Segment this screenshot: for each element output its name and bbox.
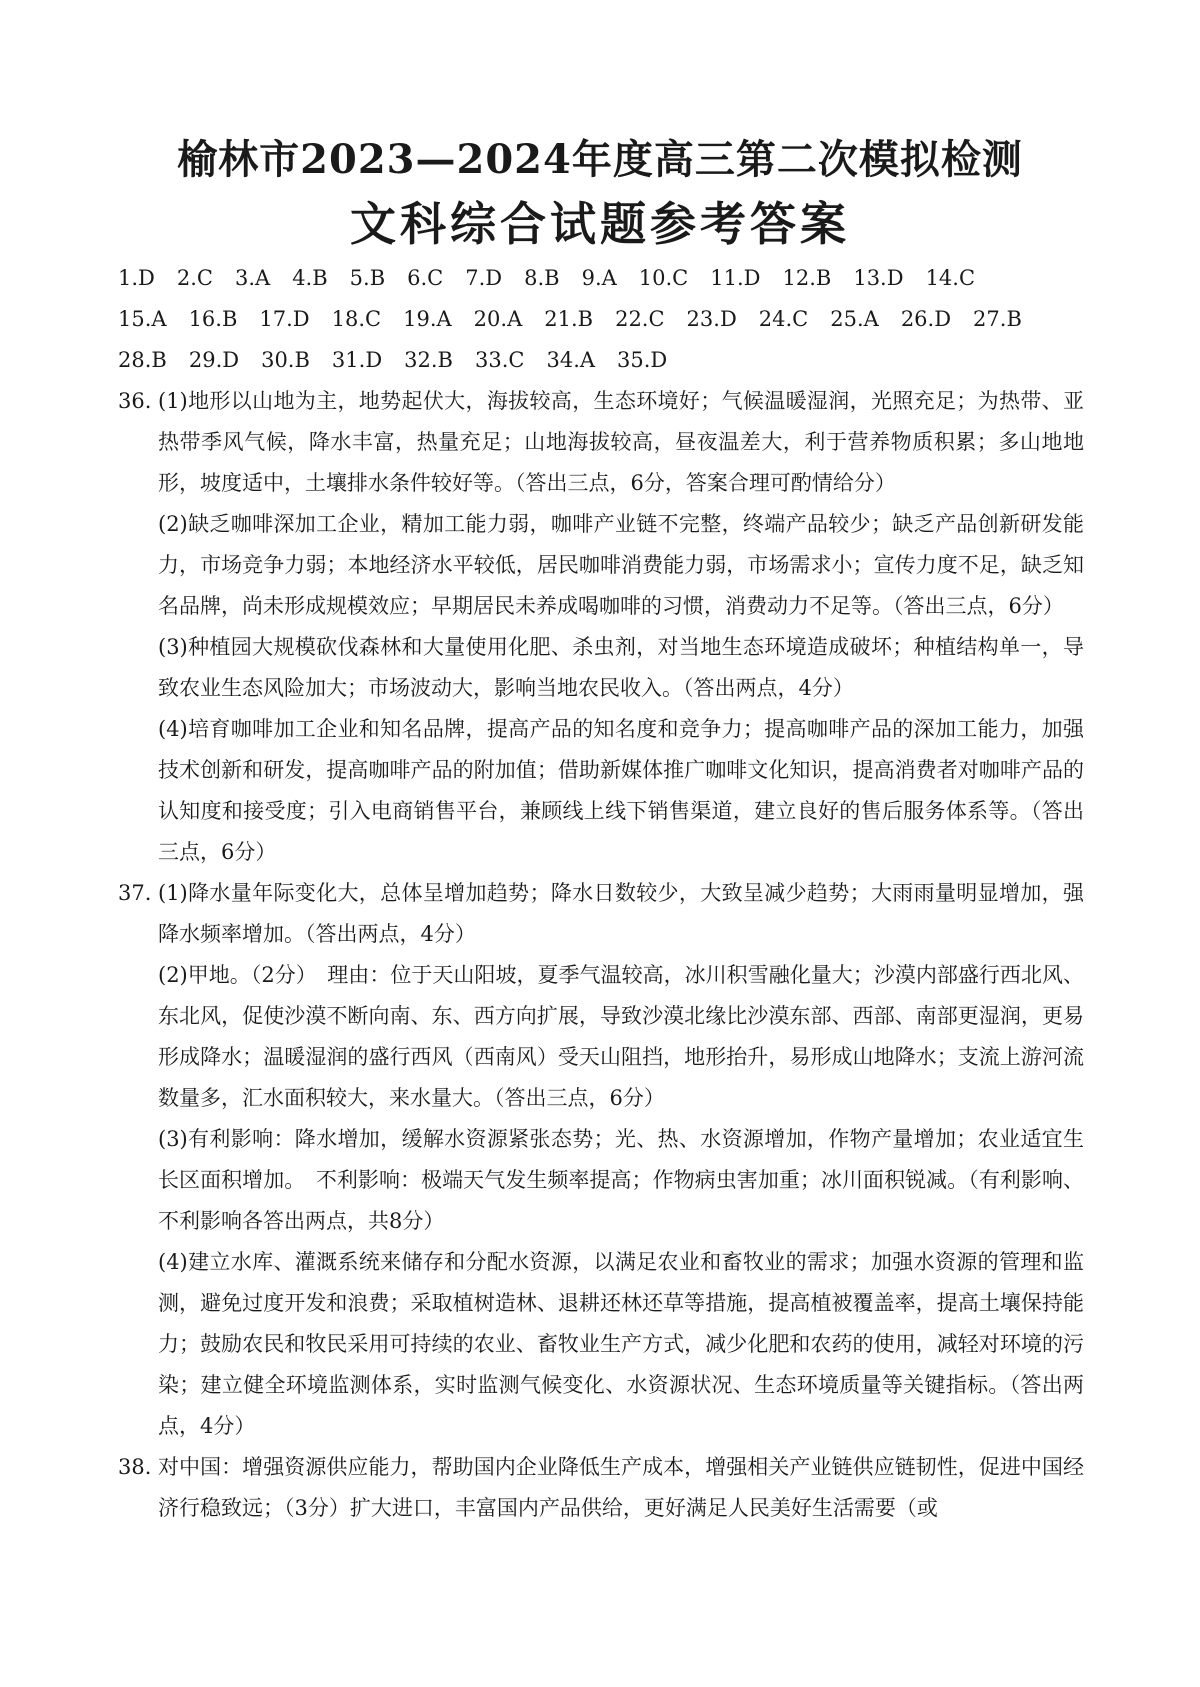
mc-answer: 31.D	[331, 348, 383, 372]
mc-answer: 17.D	[259, 307, 310, 331]
answer-paragraph: (2)甲地。（2分） 理由：位于天山阳坡，夏季气温较高，冰川积雪融化量大；沙漠内部盛行西北风、东北风，促使沙漠不断向南、东、西方向扩展，导致沙漠北缘比沙漠东部、西部、南部更湿润，更易形成降水；温暖湿润的盛行西风（西南风）受天山阻挡，地形抬升，易形成山地降水；支流上游河流数量多，汇水面积较大，来水量大。（答出三点，6分）	[158, 963, 1084, 1110]
mc-answer: 4.B	[292, 266, 328, 290]
mc-answer: 11.D	[710, 266, 761, 290]
question-number: 38.	[118, 1455, 152, 1479]
mc-answer: 16.B	[188, 307, 238, 331]
question-number: 36.	[118, 389, 152, 413]
mc-answer: 5.B	[349, 266, 386, 290]
mc-answer: 23.D	[686, 307, 737, 331]
question-answer	[118, 1447, 1084, 1529]
answer-paragraph: (3)有利影响：降水增加，缓解水资源紧张态势；光、热、水资源增加，作物产量增加；农业适宜生长区面积增加。 不利影响：极端天气发生频率提高；作物病虫害加重；冰川面积锐减。（有利影响、不利影响各答出两点，共8分）	[158, 1127, 1084, 1233]
answer-paragraph: (1)地形以山地为主，地势起伏大，海拔较高，生态环境好；气候温暖湿润，光照充足；为热带、亚热带季风气候，降水丰富，热量充足；山地海拔较高，昼夜温差大，利于营养物质积累；多山地地形，坡度适中，土壤排水条件较好等。（答出三点，6分，答案合理可酌情给分）	[158, 389, 1084, 495]
mc-answer: 29.D	[188, 348, 240, 372]
answer-paragraph: (2)缺乏咖啡深加工企业，精加工能力弱，咖啡产业链不完整，终端产品较少；缺乏产品创新研发能力，市场竞争力弱；本地经济水平较低，居民咖啡消费能力弱，市场需求小；宣传力度不足，缺乏知名品牌，尚未形成规模效应；早期居民未养成喝咖啡的习惯，消费动力不足等。（答出三点，6分）	[158, 512, 1084, 618]
mc-answer-row	[118, 340, 1084, 381]
open-question-answers	[118, 381, 1084, 1529]
mc-answer: 19.A	[403, 307, 452, 331]
mc-answer: 2.C	[176, 266, 213, 290]
mc-answer: 9.A	[581, 266, 617, 290]
answer-paragraph: (3)种植园大规模砍伐森林和大量使用化肥、杀虫剂，对当地生态环境造成破坏；种植结构单一，导致农业生态风险加大；市场波动大，影响当地农民收入。（答出两点，4分）	[158, 635, 1084, 700]
question-answer	[118, 381, 1084, 873]
multiple-choice-answers	[118, 258, 1084, 381]
mc-answer: 21.B	[544, 307, 594, 331]
exam-title: 榆林市2023—2024年度高三第二次模拟检测	[177, 136, 1023, 183]
mc-answer: 10.C	[638, 266, 689, 290]
mc-answer: 35.D	[617, 348, 668, 372]
mc-answer: 34.A	[546, 348, 596, 372]
question-answer	[118, 873, 1084, 1447]
mc-answer: 14.C	[925, 266, 976, 290]
mc-answer: 7.D	[465, 266, 503, 290]
mc-answer: 26.D	[900, 307, 952, 331]
mc-answer: 8.B	[524, 266, 560, 290]
mc-answer: 27.B	[973, 307, 1022, 331]
mc-answer-row	[118, 299, 1084, 340]
answer-paragraph: 对中国：增强资源供应能力，帮助国内企业降低生产成本，增强相关产业链供应链韧性，促进中国经济行稳致远；（3分）扩大进口，丰富国内产品供给，更好满足人民美好生活需要（或	[158, 1455, 1084, 1520]
answer-paragraph: (1)降水量年际变化大，总体呈增加趋势；降水日数较少，大致呈减少趋势；大雨雨量明显增加，强降水频率增加。（答出两点，4分）	[158, 881, 1084, 946]
mc-answer: 18.C	[331, 307, 382, 331]
mc-answer: 15.A	[118, 307, 167, 331]
answer-paragraph: (4)培育咖啡加工企业和知名品牌，提高产品的知名度和竞争力；提高咖啡产品的深加工能力，加强技术创新和研发，提高咖啡产品的附加值；借助新媒体推广咖啡文化知识，提高消费者对咖啡产品的认知度和接受度；引入电商销售平台，兼顾线上线下销售渠道，建立良好的售后服务体系等。（答出三点，6分）	[158, 717, 1084, 864]
mc-answer: 13.D	[853, 266, 904, 290]
mc-answer: 20.A	[473, 307, 523, 331]
mc-answer: 22.C	[615, 307, 665, 331]
question-number: 37.	[118, 881, 152, 905]
answer-paragraph: (4)建立水库、灌溉系统来储存和分配水资源，以满足农业和畜牧业的需求；加强水资源的管理和监测，避免过度开发和浪费；采取植树造林、退耕还林还草等措施，提高植被覆盖率，提高土壤保持能力；鼓励农民和牧民采用可持续的农业、畜牧业生产方式，减少化肥和农药的使用，减轻对环境的污染；建立健全环境监测体系，实时监测气候变化、水资源状况、生态环境质量等关键指标。（答出两点，4分）	[158, 1250, 1084, 1438]
mc-answer: 3.A	[234, 266, 271, 290]
answer-key-title: 文科综合试题参考答案	[350, 197, 850, 251]
mc-answer: 1.D	[118, 266, 155, 290]
mc-answer: 12.B	[782, 266, 832, 290]
mc-answer: 30.B	[261, 348, 310, 372]
mc-answer: 32.B	[404, 348, 453, 372]
mc-answer: 28.B	[118, 348, 167, 372]
mc-answer-row	[118, 258, 1084, 299]
mc-answer: 25.A	[830, 307, 879, 331]
mc-answer: 33.C	[475, 348, 525, 372]
answer-content	[118, 258, 1084, 1529]
mc-answer: 6.C	[407, 266, 444, 290]
mc-answer: 24.C	[758, 307, 809, 331]
